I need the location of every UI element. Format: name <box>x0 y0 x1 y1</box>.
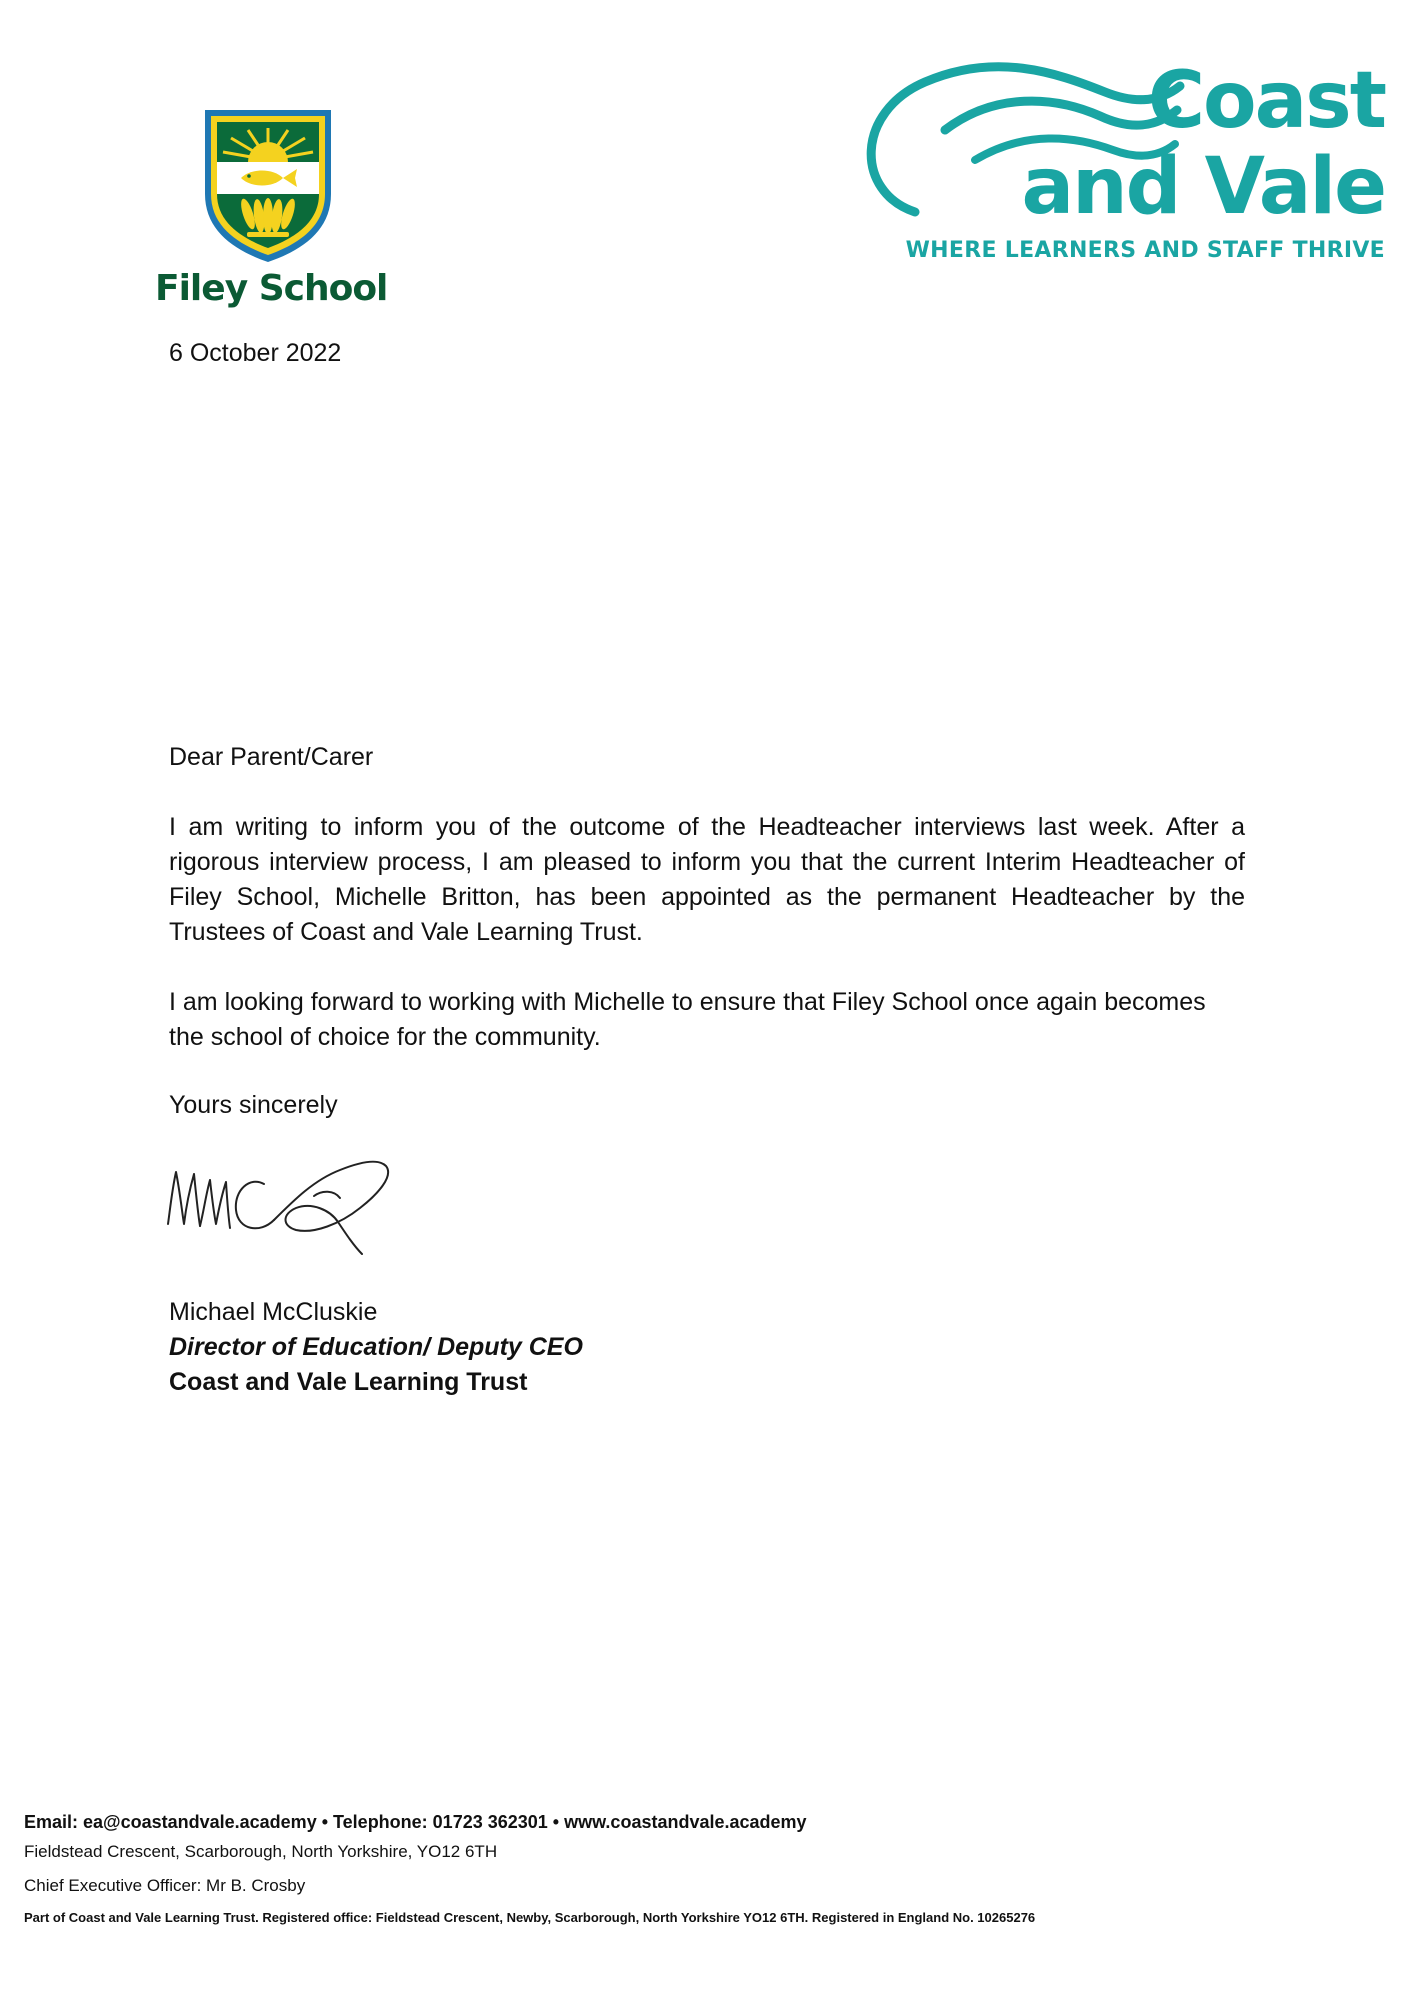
handwritten-signature <box>164 1150 396 1260</box>
signer-organisation: Coast and Vale Learning Trust <box>169 1368 528 1396</box>
school-name: Filey School <box>155 268 388 309</box>
footer-ceo: Chief Executive Officer: Mr B. Crosby <box>24 1876 306 1895</box>
filey-school-logo <box>155 108 395 318</box>
signer-role: Director of Education/ Deputy CEO <box>169 1333 583 1361</box>
body-paragraph-2: I am looking forward to working with Michelle to ensure that Filey School once again becomes the school of choice for the community. <box>169 988 1206 1051</box>
trust-logo-line2: and Vale <box>1021 142 1385 232</box>
signer-name: Michael McCluskie <box>169 1298 378 1326</box>
body-paragraph-1: I am writing to inform you of the outcome of the Headteacher interviews last week. After a rigorous interview process, I am pleased to inform you that the current Interim Headteacher of Filey School, Michelle Britton, has been appointed as the permanent Headteacher by the Trustees of Coast and Vale Learning Trust. <box>169 813 1245 946</box>
footer-legal: Part of Coast and Vale Learning Trust. Registered office: Fieldstead Crescent, Newby, Scarborough, North Yorkshire YO12 6TH. Registered in England No. 10265276 <box>24 1910 1036 1925</box>
trust-tagline: WHERE LEARNERS AND STAFF THRIVE <box>905 238 1385 263</box>
footer-address: Fieldstead Crescent, Scarborough, North Yorkshire, YO12 6TH <box>24 1842 498 1861</box>
footer-contact: Email: ea@coastandvale.academy • Telephone: 01723 362301 • www.coastandvale.academy <box>24 1812 807 1832</box>
closing: Yours sincerely <box>169 1091 338 1119</box>
filey-school-crest-icon <box>203 108 333 264</box>
trust-logo-line1: Coast <box>1147 56 1385 146</box>
coast-and-vale-logo <box>855 52 1385 274</box>
salutation: Dear Parent/Carer <box>169 743 374 771</box>
letter-date: 6 October 2022 <box>169 339 342 367</box>
